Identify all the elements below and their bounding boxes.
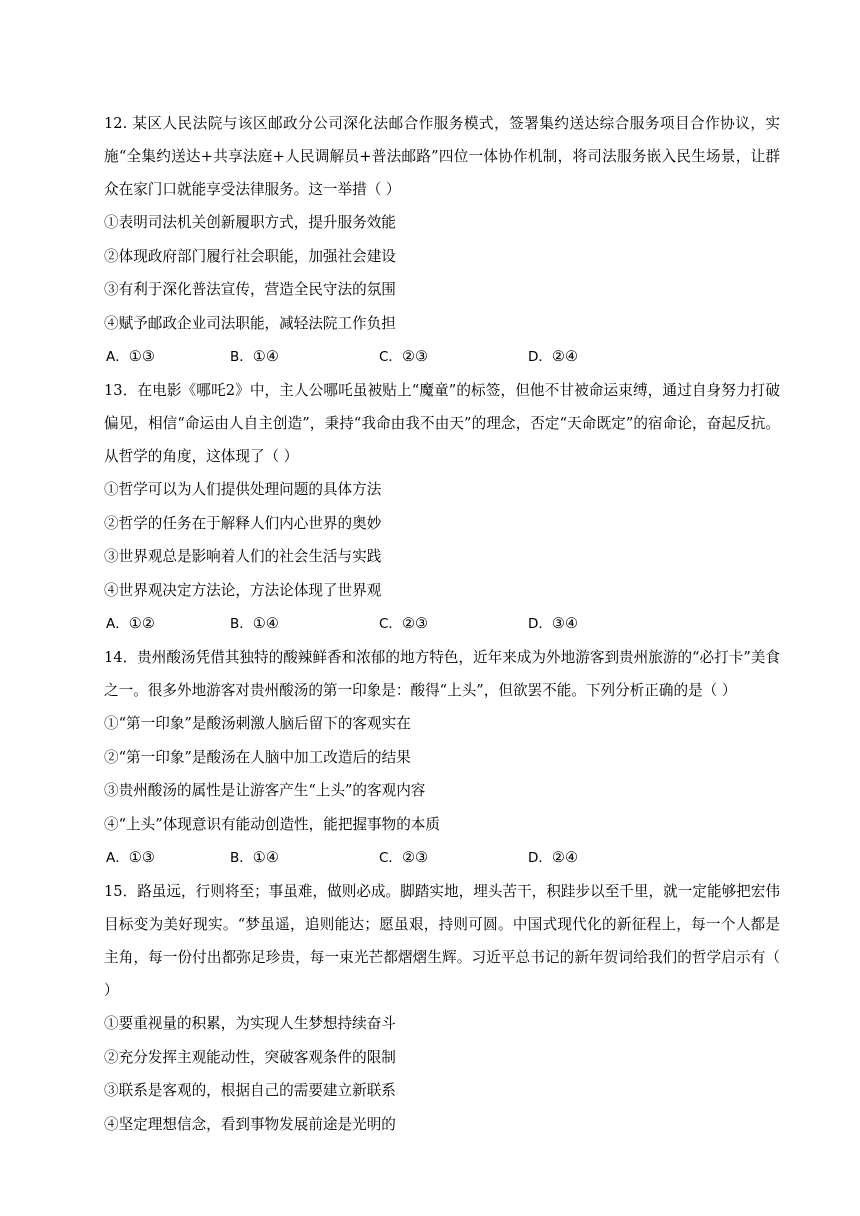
choice-text: ②③ [401,615,429,633]
choice-text: ②④ [551,849,579,867]
exam-page [104,107,780,1141]
choice-letter: B． [230,850,253,867]
statement-1: ①“第一印象”是酸汤刺激人脑后留下的客观实在 [104,714,411,732]
choice-text: ②③ [401,348,429,366]
choice-b[interactable] [230,340,279,375]
choice-text: ③④ [551,615,579,633]
statement-1: ①表明司法机关创新履职方式，提升服务效能 [104,214,396,231]
choice-letter: C． [379,850,402,867]
choice-c[interactable] [379,841,428,876]
choice-d[interactable] [528,841,578,876]
question-15 [104,875,780,1141]
question-13 [104,374,780,641]
choice-text: ①④ [252,348,279,366]
choice-d[interactable] [528,607,578,642]
choice-a[interactable] [106,841,155,876]
choice-c[interactable] [379,607,428,642]
question-12 [104,107,780,374]
choice-text: ①② [128,615,155,633]
statement-1: ①哲学可以为人们提供处理问题的具体方法 [104,480,382,498]
statement-2: ②充分发挥主观能动性，突破客观条件的限制 [104,1048,396,1066]
statement-2: ②哲学的任务在于解释人们内心世界的奥妙 [104,514,382,532]
choice-letter: A． [106,349,129,366]
question-stem: 13．在电影《哪吒2》中，主人公哪吒虽被贴上“魔童”的标签，但他不甘被命运束缚，通过自身努力打破偏见，相信“命运由人自主创造”，秉持“我命由我不由天”的理念，否定“天命既定”的宿命论，奋起反抗。从哲学的角度，这体现了（ ） [104,381,780,465]
choice-text: ①③ [128,849,155,867]
choice-text: ①④ [252,849,279,867]
answer-choices [104,841,780,875]
statement-2: ②“第一印象”是酸汤在人脑中加工改造后的结果 [104,748,411,766]
statement-3: ③贵州酸汤的属性是让游客产生“上头”的客观内容 [104,782,426,800]
statement-3: ③世界观总是影响着人们的社会生活与实践 [104,548,382,566]
choice-text: ①④ [252,615,279,633]
statement-4: ④赋予邮政企业司法职能，减轻法院工作负担 [104,314,396,332]
choice-letter: D． [528,850,552,867]
question-stem: 14．贵州酸汤凭借其独特的酸辣鲜香和浓郁的地方特色，近年来成为外地游客到贵州旅游的“必打卡”美食之一。很多外地游客对贵州酸汤的第一印象是：酸得“上头”，但欲罢不能。下列分析正确的是（ ） [104,648,780,699]
statement-4: ④世界观决定方法论，方法论体现了世界观 [104,581,382,599]
choice-letter: B． [230,349,253,366]
choice-a[interactable] [106,340,155,375]
answer-choices [104,340,780,374]
choice-letter: C． [379,349,402,366]
choice-letter: A． [106,850,129,867]
statement-4: ④坚定理想信念，看到事物发展前途是光明的 [104,1115,396,1133]
choice-text: ①③ [128,348,155,366]
choice-letter: D． [528,349,552,366]
choice-letter: B． [230,616,253,633]
choice-letter: C． [379,616,402,633]
choice-a[interactable] [106,607,155,642]
choice-b[interactable] [230,841,279,876]
choice-letter: A． [106,616,129,633]
question-14 [104,641,780,875]
answer-choices [104,607,780,641]
choice-text: ②③ [401,849,429,867]
choice-text: ②④ [551,348,579,366]
statement-2: ②体现政府部门履行社会职能，加强社会建设 [104,247,396,265]
choice-b[interactable] [230,607,279,642]
question-stem: 12. 某区人民法院与该区邮政分公司深化法邮合作服务模式，签署集约送达综合服务项目合作协议，实施“全集约送达+共享法庭+人民调解员+普法邮路”四位一体协作机制，将司法服务嵌入民生场景，让群众在家门口就能享受法律服务。这一举措（ ） [104,115,780,198]
question-stem: 15．路虽远，行则将至；事虽难，做则必成。脚踏实地，埋头苦干，积跬步以至千里，就一定能够把宏伟目标变为美好现实。“梦虽遥，追则能达；愿虽艰，持则可圆。中国式现代化的新征程上，每一个人都是主角，每一份付出都弥足珍贵，每一束光芒都熠熠生辉。习近平总书记的新年贺词给我们的哲学启示有（ ） [104,882,780,999]
choice-d[interactable] [528,340,578,375]
statement-4: ④“上头”体现意识有能动创造性，能把握事物的本质 [104,815,440,833]
statement-3: ③有利于深化普法宣传，营造全民守法的氛围 [104,281,396,299]
statement-1: ①要重视量的积累，为实现人生梦想持续奋斗 [104,1014,396,1032]
choice-letter: D． [528,616,552,633]
statement-3: ③联系是客观的，根据自己的需要建立新联系 [104,1082,396,1100]
choice-c[interactable] [379,340,428,375]
